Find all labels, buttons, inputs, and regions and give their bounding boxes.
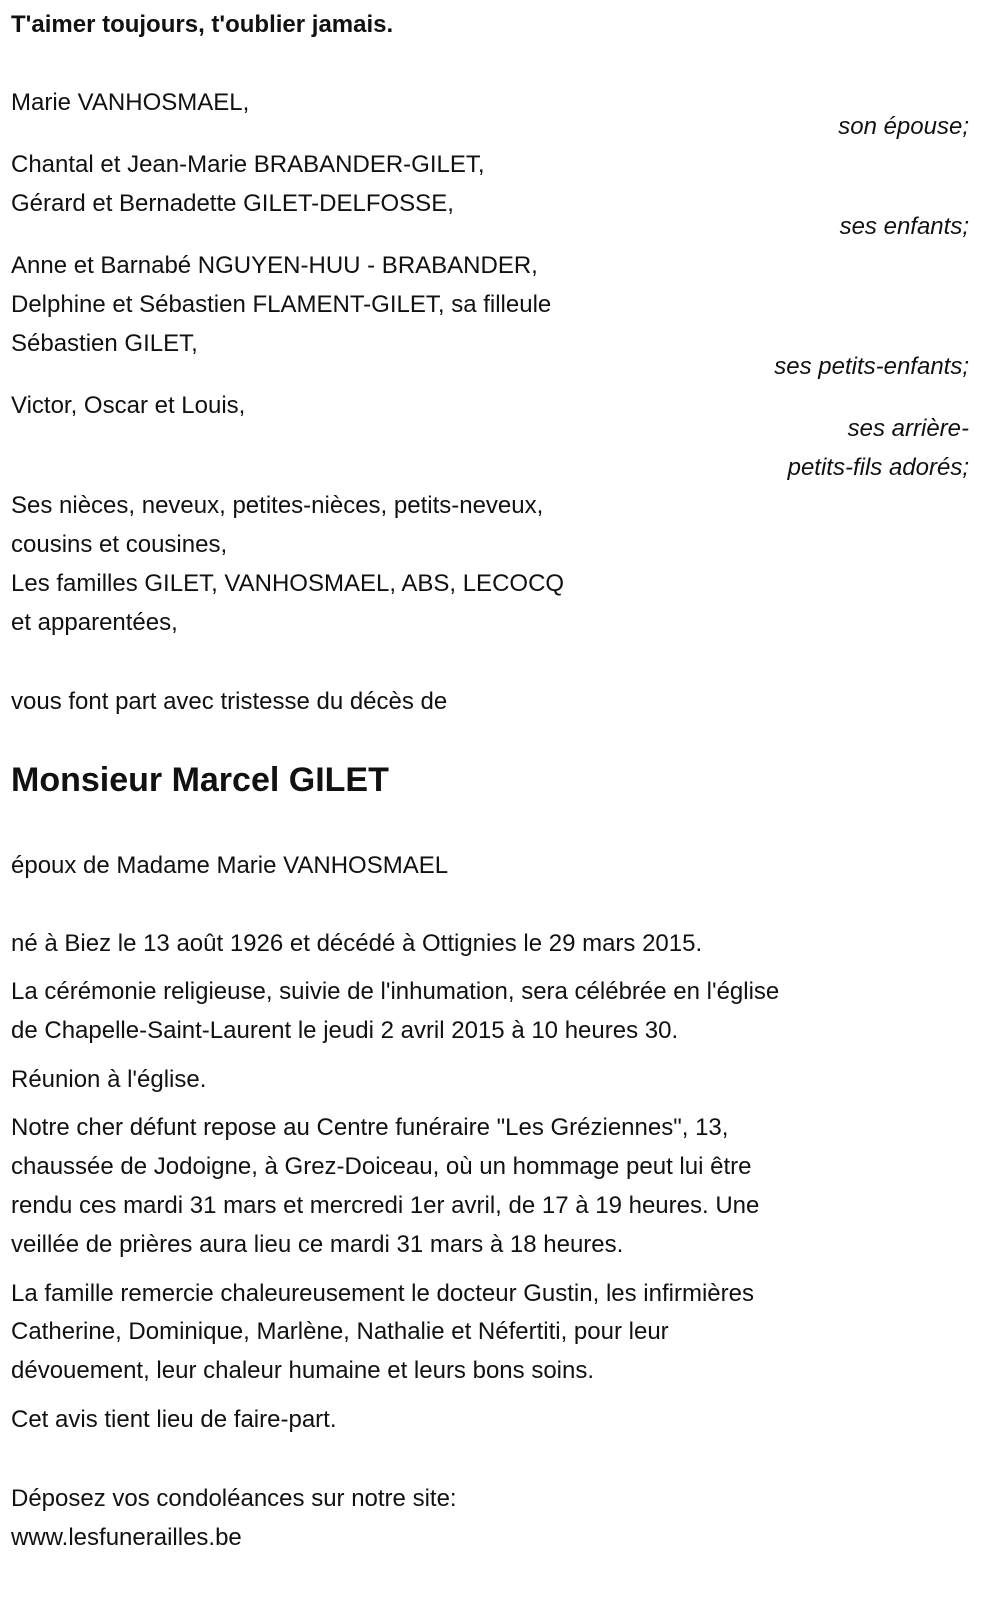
meeting-line: Réunion à l'église. <box>11 1066 207 1093</box>
family-relation: son épouse; <box>838 113 969 140</box>
family-relation: petits-fils adorés; <box>787 454 969 481</box>
family-name: Victor, Oscar et Louis, <box>11 392 246 419</box>
notice-line: Cet avis tient lieu de faire-part. <box>11 1406 337 1433</box>
family-name: Gérard et Bernadette GILET-DELFOSSE, <box>11 190 454 217</box>
motto: T'aimer toujours, t'oublier jamais. <box>11 11 394 38</box>
rest-line: veillée de prières aura lieu ce mardi 31 mars à 18 heures. <box>11 1231 624 1258</box>
family-name: Anne et Barnabé NGUYEN-HUU - BRABANDER, <box>11 252 538 279</box>
extended-family-line: cousins et cousines, <box>11 531 228 558</box>
ceremony-line: de Chapelle-Saint-Laurent le jeudi 2 avril 2015 à 10 heures 30. <box>11 1017 679 1044</box>
thanks-line: dévouement, leur chaleur humaine et leurs bons soins. <box>11 1357 595 1384</box>
rest-line: chaussée de Jodoigne, à Grez-Doiceau, où un hommage peut lui être <box>11 1153 752 1180</box>
family-name: Marie VANHOSMAEL, <box>11 89 250 116</box>
thanks-line: La famille remercie chaleureusement le docteur Gustin, les infirmières <box>11 1280 754 1307</box>
family-name: Chantal et Jean-Marie BRABANDER-GILET, <box>11 151 485 178</box>
rest-line: rendu ces mardi 31 mars et mercredi 1er avril, de 17 à 19 heures. Une <box>11 1192 760 1219</box>
condolences-link[interactable]: www.lesfunerailles.be <box>11 1524 242 1551</box>
family-name: Sébastien GILET, <box>11 330 198 357</box>
family-relation: ses enfants; <box>839 213 969 240</box>
extended-family-line: Ses nièces, neveux, petites-nièces, petits-neveux, <box>11 492 544 519</box>
extended-family-line: et apparentées, <box>11 609 178 636</box>
spouse-line: époux de Madame Marie VANHOSMAEL <box>11 852 449 879</box>
deceased-name: Monsieur Marcel GILET <box>11 761 389 799</box>
family-relation: ses arrière- <box>847 415 969 442</box>
birth-death-line: né à Biez le 13 août 1926 et décédé à Ottignies le 29 mars 2015. <box>11 930 703 957</box>
extended-family-line: Les familles GILET, VANHOSMAEL, ABS, LECOCQ <box>11 570 565 597</box>
family-relation: ses petits-enfants; <box>774 353 969 380</box>
family-name: Delphine et Sébastien FLAMENT-GILET, sa filleule <box>11 291 552 318</box>
announcement: vous font part avec tristesse du décès de <box>11 688 448 715</box>
rest-line: Notre cher défunt repose au Centre funéraire "Les Gréziennes", 13, <box>11 1114 729 1141</box>
ceremony-line: La cérémonie religieuse, suivie de l'inhumation, sera célébrée en l'église <box>11 978 780 1005</box>
thanks-line: Catherine, Dominique, Marlène, Nathalie et Néfertiti, pour leur <box>11 1318 669 1345</box>
condolences-text: Déposez vos condoléances sur notre site: <box>11 1485 457 1512</box>
